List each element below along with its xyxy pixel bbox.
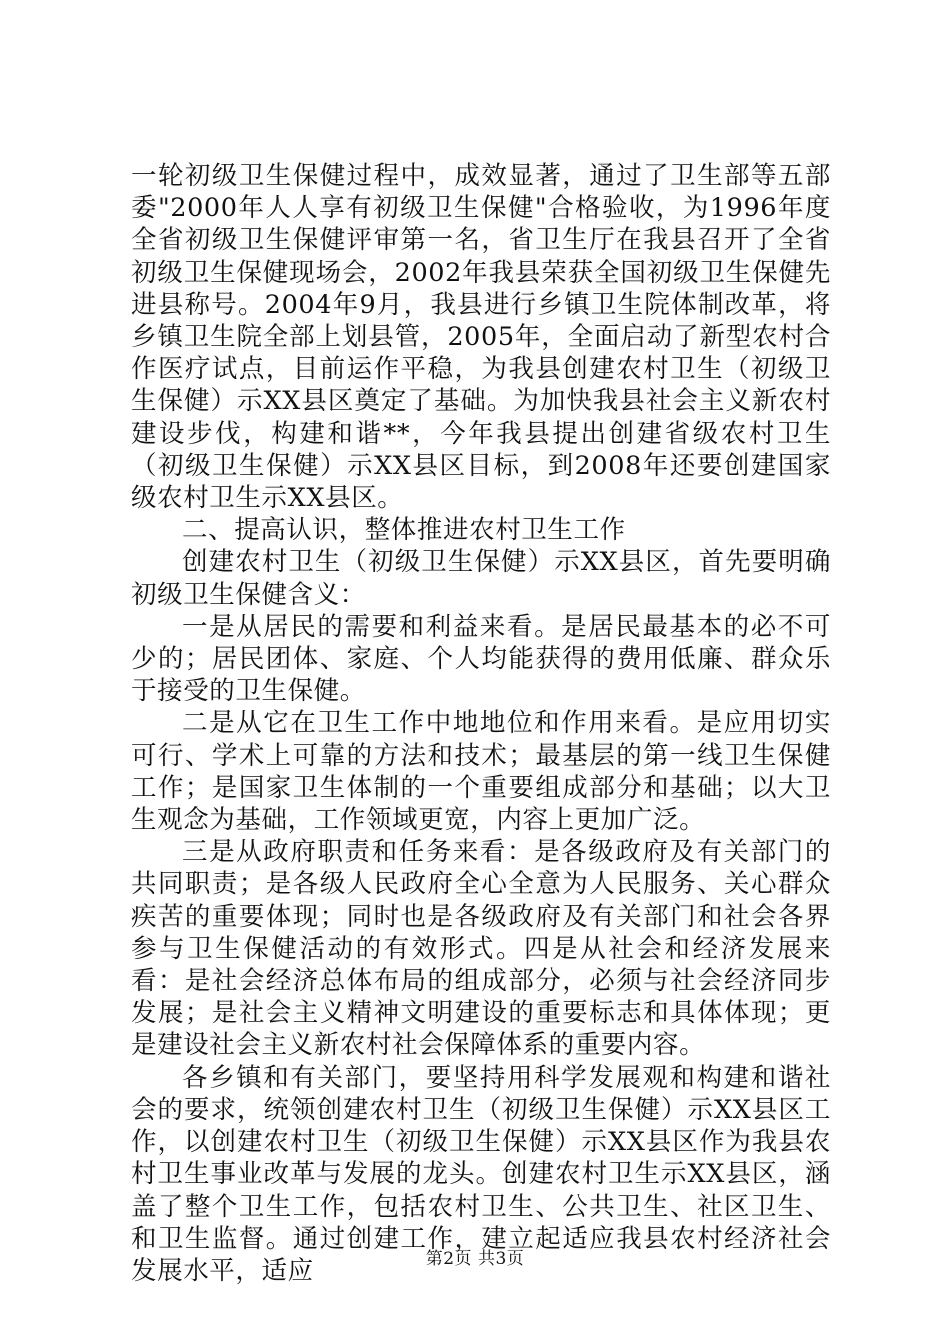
paragraph-4: 一是从居民的需要和利益来看。是居民最基本的必不可少的；居民团体、家庭、个人均能获得的费用低廉、群众乐于接受的卫生保健。 <box>131 611 831 707</box>
paragraph-5: 二是从它在卫生工作中地地位和作用来看。是应用切实可行、学术上可靠的方法和技术；最基层的第一线卫生保健工作；是国家卫生体制的一个重要组成部分和基础；以大卫生观念为基础，工作领域更宽，内容上更加广泛。 <box>131 708 831 836</box>
paragraph-3: 创建农村卫生（初级卫生保健）示XX县区，首先要明确初级卫生保健含义： <box>131 547 831 610</box>
paragraph-7: 各乡镇和有关部门，要坚持用科学发展观和构建和谐社会的要求，统领创建农村卫生（初级卫生保健）示XX县区工作，以创建农村卫生（初级卫生保健）示XX县区作为我县农村卫生事业改革与发展的龙头。创建农村卫生示XX县区，涵盖了整个卫生工作，包括农村卫生、公共卫生、社区卫生、和卫生监督。通过创建工作，建立起适应我县农村经济社会发展水平，适应 <box>131 1062 831 1286</box>
section-heading-2: 二、提高认识，整体推进农村卫生工作 <box>182 515 626 546</box>
paragraph-1: 一轮初级卫生保健过程中，成效显著，通过了卫生部等五部委"2000年人人享有初级卫生保健"合格验收，为1996年度全省初级卫生保健评审第一名，省卫生厅在我县召开了全省初级卫生保健现场会，2002年我县荣获全国初级卫生保健先进县称号。2004年9月，我县进行乡镇卫生院体制改革，将乡镇卫生院全部上划县管，2005年，全面启动了新型农村合作医疗试点，目前运作平稳，为我县创建农村卫生（初级卫生保健）示XX县区奠定了基础。为加快我县社会主义新农村建设步伐，构建和谐**，今年我县提出创建省级农村卫生（初级卫生保健）示XX县区目标，到2008年还要创建国家级农村卫生示XX县区。 <box>131 161 831 514</box>
document-body <box>131 160 831 1287</box>
paragraph-6: 三是从政府职责和任务来看：是各级政府及有关部门的共同职责；是各级人民政府全心全意为人民服务、关心群众疾苦的重要体现；同时也是各级政府及有关部门和社会各界参与卫生保健活动的有效形式。四是从社会和经济发展来看：是社会经济总体布局的组成部分，必须与社会经济同步发展；是社会主义精神文明建设的重要标志和具体体现；更是建设社会主义新农村社会保障体系的重要内容。 <box>131 837 831 1061</box>
page-number-footer: 第2页 共3页 <box>425 1249 525 1269</box>
